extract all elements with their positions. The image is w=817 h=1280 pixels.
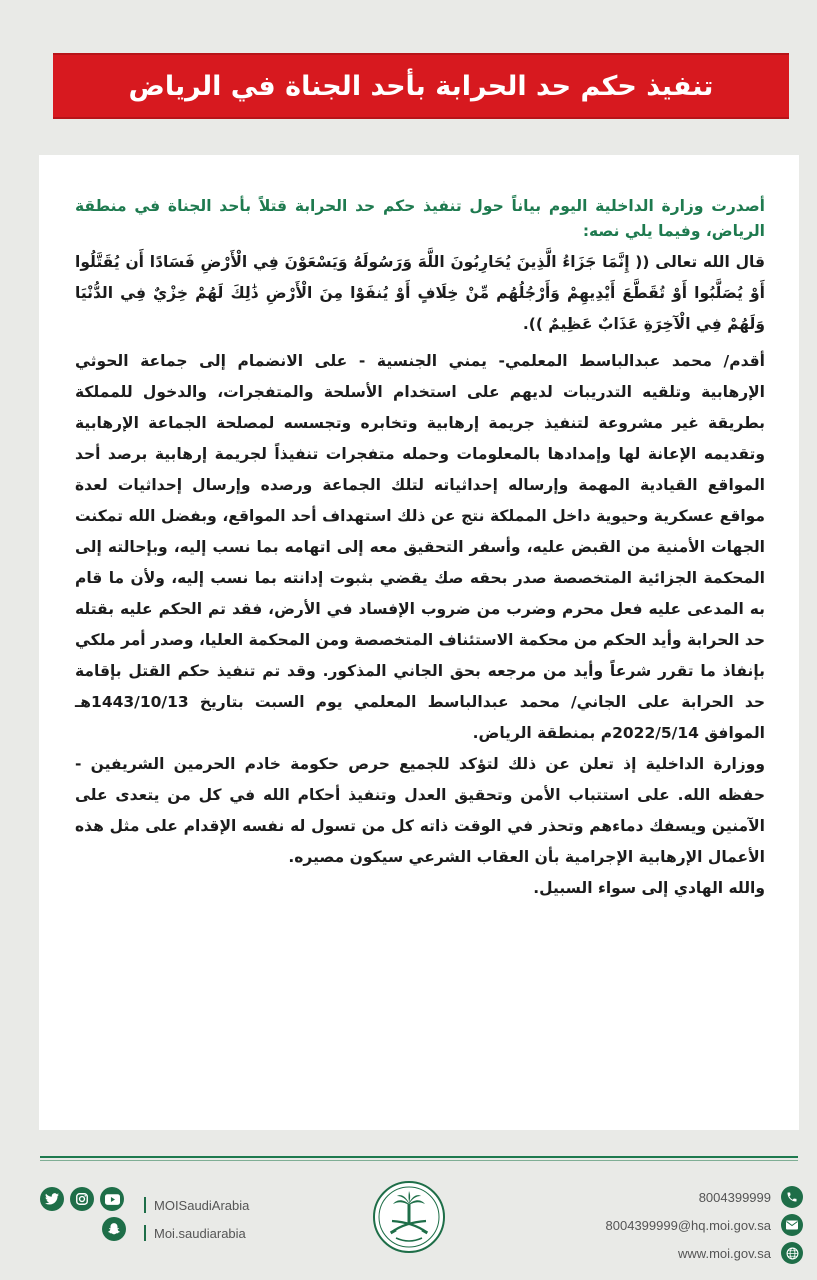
footer-contacts: [543, 1184, 803, 1268]
website-url: www.moi.gov.sa: [678, 1245, 771, 1261]
contact-website[interactable]: [543, 1240, 803, 1266]
footer-divider: [40, 1156, 798, 1158]
handle-divider: [144, 1197, 146, 1213]
statement-content: [75, 179, 765, 904]
handles: [144, 1190, 249, 1248]
phone-icon: [781, 1186, 803, 1208]
title-banner: [53, 53, 789, 119]
handle-divider: [144, 1225, 146, 1241]
snapchat-row: [40, 1217, 126, 1241]
youtube-icon[interactable]: [100, 1187, 124, 1211]
contact-email[interactable]: [543, 1212, 803, 1238]
social-handle[interactable]: [144, 1190, 249, 1220]
mail-icon: [781, 1214, 803, 1236]
statement-intro: أصدرت وزارة الداخلية اليوم بياناً حول تنفيذ حكم حد الحرابة قتلاً بأحد الجناة في منطقة الرياض، وفيما يلي نصه:: [75, 197, 765, 240]
snapchat-handle-text: Moi.saudiarabia: [154, 1225, 246, 1241]
twitter-icon[interactable]: [40, 1187, 64, 1211]
snapchat-icon[interactable]: [102, 1217, 126, 1241]
statement-card: [39, 155, 799, 1130]
social-handle-text: MOISaudiArabia: [154, 1197, 250, 1213]
saudi-emblem-logo: [372, 1180, 446, 1254]
footer-social: [40, 1185, 270, 1255]
globe-icon: [781, 1242, 803, 1264]
contact-phone[interactable]: [543, 1184, 803, 1210]
statement-closing: ووزارة الداخلية إذ تعلن عن ذلك لتؤكد للجميع حرص حكومة خادم الحرمين الشريفين - حفظه الله. على استتباب الأمن وتحقيق العدل وتنفيذ أحكام الله في كل من يتعدى على الآمنين ويسفك دماءهم وتحذر في الوقت ذاته كل من تسول له نفسه الإقدام على مثل هذه الأعمال الإرهابية الإجرامية بأن العقاب الشرعي سيكون مصيره.: [75, 755, 765, 866]
quran-verse: قال الله تعالى (( إِنَّمَا جَزَاءُ الَّذِينَ يُحَارِبُونَ اللَّهَ وَرَسُولَهُ وَيَسْعَوْنَ فِي الْأَرْضِ فَسَادًا أَن يُقَتَّلُوا أَوْ يُصَلَّبُوا أَوْ تُقَطَّعَ أَيْدِيهِمْ وَأَرْجُلُهُم مِّنْ خِلَافٍ أَوْ يُنفَوْا مِنَ الْأَرْضِ ذَٰلِكَ لَهُمْ خِزْيٌ فِي الدُّنْيَا وَلَهُمْ فِي الْآخِرَةِ عَذَابٌ عَظِيمٌ )).: [75, 253, 765, 333]
statement-signoff: والله الهادي إلى سواء السبيل.: [533, 879, 765, 897]
social-icons-row: [40, 1187, 124, 1211]
statement-body: أقدم/ محمد عبدالباسط المعلمي- يمني الجنسية - على الانضمام إلى جماعة الحوثي الإرهابية وتلقيه التدريبات لديهم على استخدام الأسلحة والمتفجرات، والدخول للمملكة بطريقة غير مشروعة لتنفيذ جريمة إرهابية وتخابره وتجسسه لمصلحة الجماعة الإرهابية وتقديمه الإعانة لها وإمدادها بالمعلومات وحمله متفجرات تنفيذاً لجريمة إرهابية برصد أحد المواقع القيادية المهمة وإرساله إحداثياته لتلك الجماعة ورصده وإرسال إحداثيات لعدة مواقع عسكرية وحيوية داخل المملكة نتج عن ذلك استهداف أحد المواقع، وبفضل الله تمكنت الجهات الأمنية من القبض عليه، وأسفر التحقيق معه إلى اتهامه بما نسب إليه، وبإحالته إلى المحكمة الجزائية المتخصصة صدر بحقه صك يقضي بثبوت إدانته بما نسب إليه، ولأن ما قام به المدعى عليه فعل محرم وضرب من ضروب الإفساد في الأرض، فقد تم الحكم عليه بقتله حد الحرابة وأيد الحكم من محكمة الاستئناف المتخصصة ومن المحكمة العليا، وصدر أمر ملكي بإنفاذ ما تقرر شرعاً وأيد من مرجعه بحق الجاني المذكور. وقد تم تنفيذ حكم القتل بإقامة حد الحرابة على الجاني/ محمد عبدالباسط المعلمي يوم السبت بتاريخ 1443/10/13هـ الموافق 2022/5/14م بمنطقة الرياض.: [75, 352, 765, 742]
email-address: 8004399999@hq.moi.gov.sa: [605, 1217, 771, 1233]
phone-number: 8004399999: [698, 1189, 771, 1205]
snapchat-handle[interactable]: [144, 1218, 249, 1248]
instagram-icon[interactable]: [70, 1187, 94, 1211]
page-title: تنفيذ حكم حد الحرابة بأحد الجناة في الرياض: [128, 70, 714, 102]
footer-divider-thin: [40, 1160, 798, 1161]
